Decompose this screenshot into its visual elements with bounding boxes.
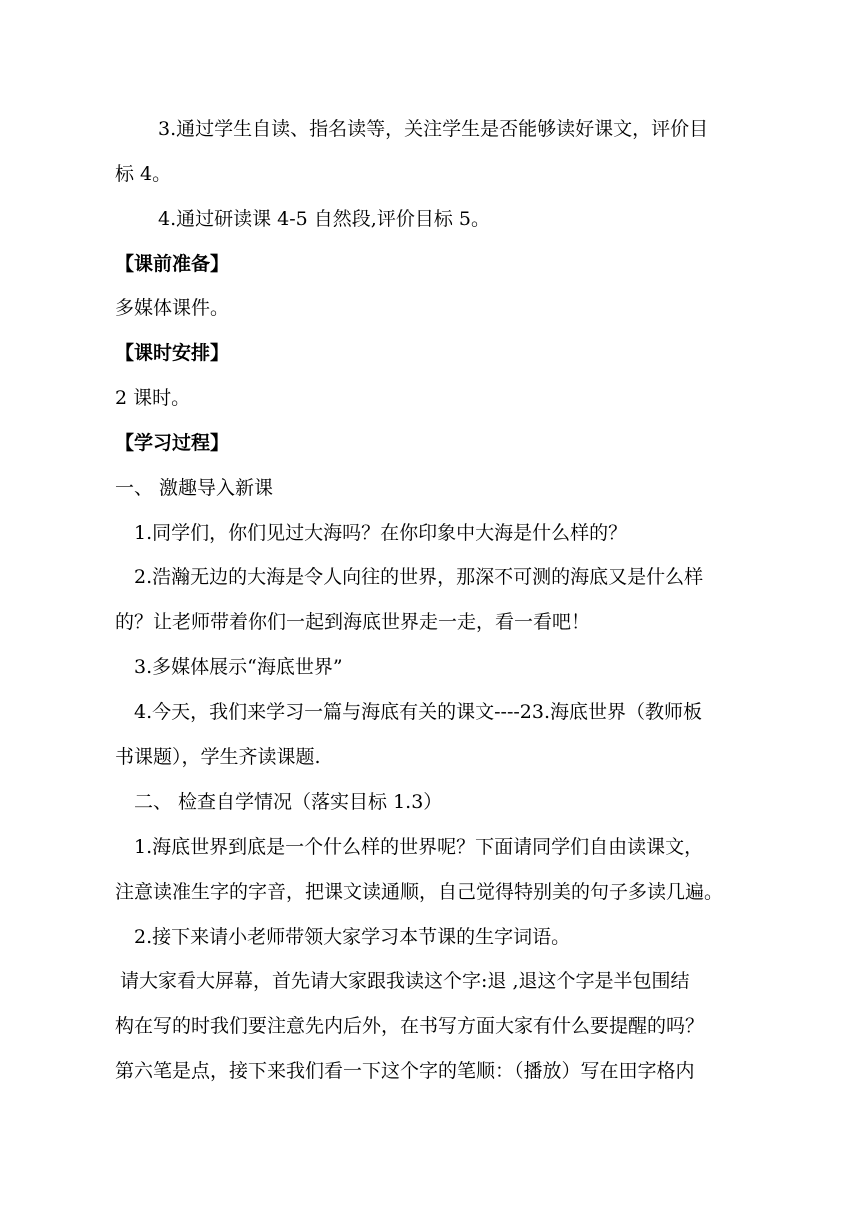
section2-paragraph-line2: 构在写的时我们要注意先内后外，在书写方面大家有什么要提醒的吗？	[115, 1015, 705, 1037]
preparation-text: 多媒体课件。	[115, 297, 230, 319]
paragraph-goal3-line2: 标 4。	[115, 163, 172, 185]
section2-paragraph-line3: 第六笔是点，接下来我们看一下这个字的笔顺：（播放）写在田字格内	[115, 1060, 695, 1082]
heading-preparation: 【课前准备】	[115, 253, 230, 275]
heading-schedule: 【课时安排】	[115, 342, 230, 364]
section2-item1-line1: 1.海底世界到底是一个什么样的世界呢？下面请同学们自由读课文，	[134, 836, 704, 858]
section1-item3: 3.多媒体展示“海底世界”	[134, 656, 343, 678]
paragraph-goal3-line1: 3.通过学生自读、指名读等，关注学生是否能够读好课文，评价目	[158, 118, 709, 140]
section1-item2-line1: 2.浩瀚无边的大海是令人向往的世界，那深不可测的海底又是什么样	[134, 566, 704, 588]
section1-title: 一、 激趣导入新课	[115, 477, 274, 499]
section2-item1-line2: 注意读准生字的字音，把课文读通顺，自己觉得特别美的句子多读几遍。	[115, 881, 724, 903]
section1-item4-line1: 4.今天，我们来学习一篇与海底有关的课文----23.海底世界（教师板	[134, 701, 703, 723]
paragraph-goal4: 4.通过研读课 4-5 自然段,评价目标 5。	[158, 208, 490, 230]
section1-item4-line2: 书课题），学生齐读课题.	[115, 746, 321, 768]
section2-item2: 2.接下来请小老师带领大家学习本节课的生字词语。	[134, 926, 571, 948]
heading-process: 【学习过程】	[115, 432, 230, 454]
section2-title: 二、 检查自学情况（落实目标 1.3）	[134, 791, 443, 813]
section1-item1: 1.同学们，你们见过大海吗？在你印象中大海是什么样的？	[134, 522, 628, 544]
section1-item2-line2: 的？让老师带着你们一起到海底世界走一走，看一看吧！	[115, 611, 591, 633]
schedule-text: 2 课时。	[115, 387, 191, 409]
section2-paragraph-line1: 请大家看大屏幕，首先请大家跟我读这个字:退 ,退这个字是半包围结	[120, 970, 690, 992]
